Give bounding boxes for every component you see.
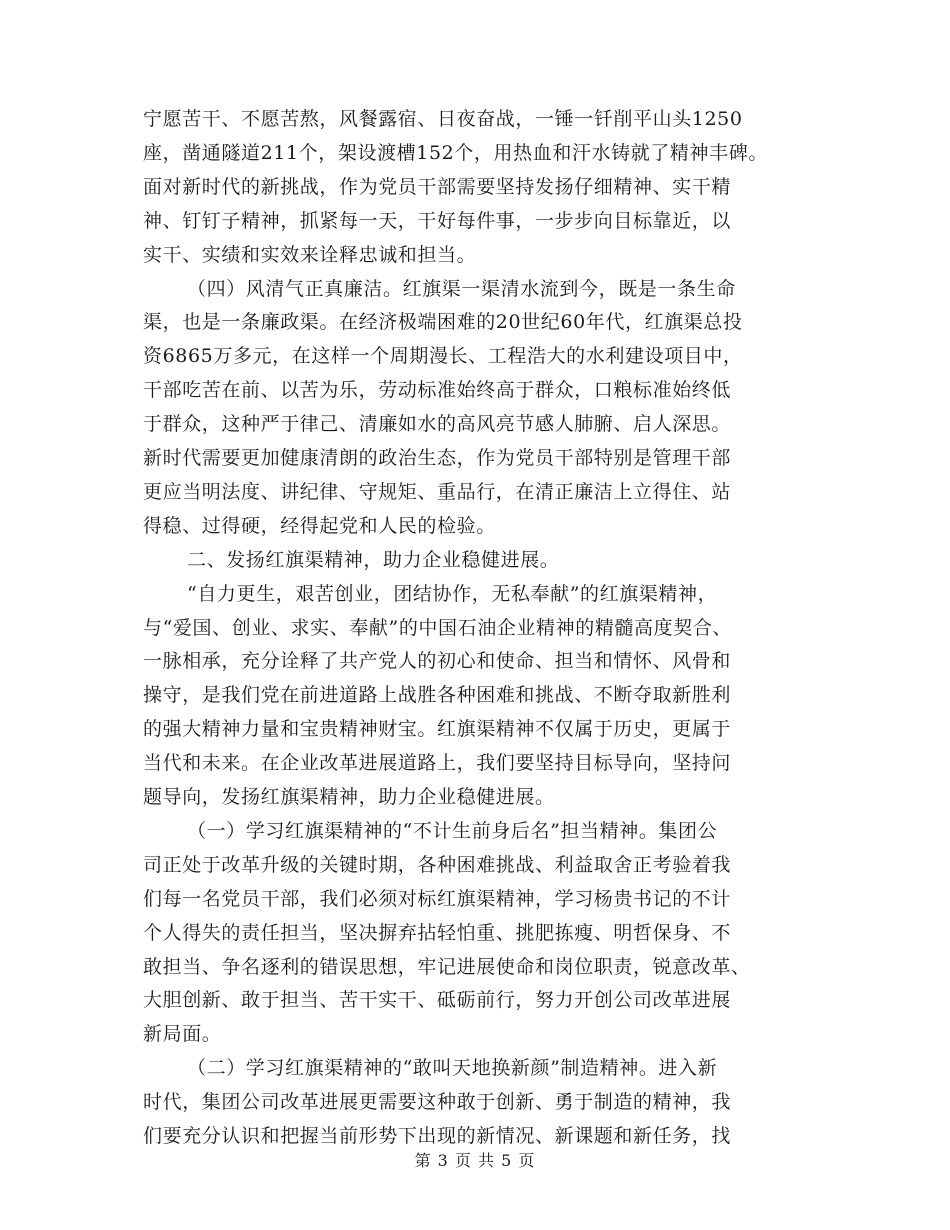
text-line: 与“爱国、创业、求实、奉献”的中国石油企业精神的精髓高度契合、 [143,616,733,639]
text-line: 渠，也是一条廉政渠。在经济极端困难的20世纪60年代，红旗渠总投 [143,311,743,334]
text-line: 的强大精神力量和宝贵精神财宝。红旗渠精神不仅属于历史，更属于 [143,718,732,741]
text-line: 新局面。 [143,1023,222,1046]
text-line: 神、钉钉子精神，抓紧每一天，干好每件事，一步步向目标靠近，以 [143,209,732,232]
text-line: 大胆创新、敢于担当、苦干实干、砥砺前行，努力开创公司改革进展 [143,989,732,1012]
text-line: 们要充分认识和把握当前形势下出现的新情况、新课题和新任务，找 [143,1125,732,1147]
text-line: 座，凿通隧道211个，架设渡槽152个，用热血和汗水铸就了精神丰碑。 [143,141,768,164]
text-line: 二、发扬红旗渠精神，助力企业稳健进展。 [187,548,560,571]
text-line: 个人得失的责任担当，坚决摒弃拈轻怕重、挑肥拣瘦、明哲保身、不 [143,921,732,944]
text-line: 当代和未来。在企业改革进展道路上，我们要坚持目标导向，坚持问 [143,752,732,775]
text-line: 新时代需要更加健康清朗的政治生态，作为党员干部特别是管理干部 [143,447,732,469]
text-line: 干部吃苦在前、以苦为乐，劳动标准始终高于群众，口粮标准始终低 [143,379,732,402]
text-line: “自力更生，艰苦创业，团结协作，无私奉献”的红旗渠精神， [187,582,718,605]
text-line: 得稳、过得硬，经得起党和人民的检验。 [143,514,496,537]
text-line: 操守，是我们党在前进道路上战胜各种困难和挑战、不断夺取新胜利 [143,684,732,707]
text-line: （二）学习红旗渠精神的“敢叫天地换新颜”制造精神。进入新 [187,1057,718,1080]
text-line: 宁愿苦干、不愿苦熬，风餐露宿、日夜奋战，一锤一钎削平山头1250 [143,108,743,130]
text-line: 面对新时代的新挑战，作为党员干部需要坚持发扬仔细精神、实干精 [143,175,732,198]
text-line: 于群众，这种严于律己、清廉如水的高风亮节感人肺腑、启人深思。 [143,413,732,436]
page-number: 第 3 页 共 5 页 [414,1151,536,1170]
text-line: 更应当明法度、讲纪律、守规矩、重品行，在清正廉洁上立得住、站 [143,480,732,503]
text-line: （一）学习红旗渠精神的“不计生前身后名”担当精神。集团公 [187,819,718,842]
text-line: 一脉相承，充分诠释了共产党人的初心和使命、担当和情怀、风骨和 [143,650,732,673]
text-line: 题导向，发扬红旗渠精神，助力企业稳健进展。 [143,786,555,808]
text-line: 时代，集团公司改革进展更需要这种敢于创新、勇于制造的精神，我 [143,1091,732,1114]
text-line: 资6865万多元，在这样一个周期漫长、工程浩大的水利建设项目中， [143,345,743,368]
text-line: 实干、实绩和实效来诠释忠诚和担当。 [143,243,477,266]
text-line: 敢担当、争名逐利的错误思想，牢记进展使命和岗位职责，锐意改革、 [143,955,751,978]
text-line: 们每一名党员干部，我们必须对标红旗渠精神，学习杨贵书记的不计 [143,887,732,910]
text-line: （四）风清气正真廉洁。红旗渠一渠清水流到今，既是一条生命 [187,277,736,300]
text-line: 司正处于改革升级的关键时期，各种困难挑战、利益取舍正考验着我 [143,853,732,876]
